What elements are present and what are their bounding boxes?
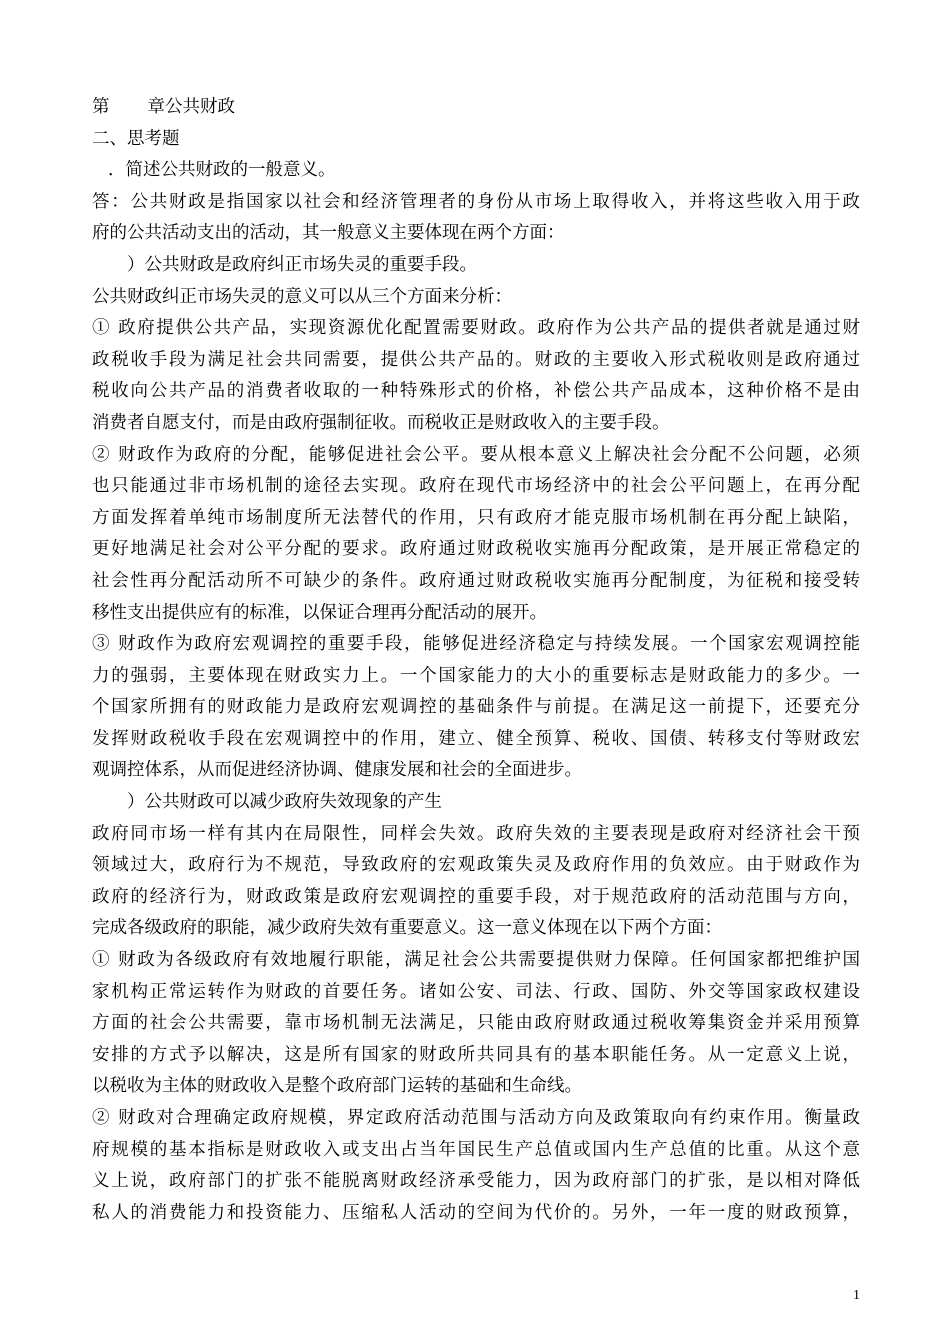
chapter-heading (92, 92, 860, 124)
point-heading: ）公共财政可以减少政府失效现象的产生 (127, 792, 442, 813)
paragraph-line: 政府同市场一样有其内在局限性，同样会失效。政府失效的主要表现是政府对经济社会干预 (92, 823, 860, 844)
page-number: 1 (853, 1288, 860, 1303)
paragraph-line: 以税收为主体的财政收入是整个政府部门运转的基础和生命线。 (92, 1076, 582, 1097)
answer-line: 答：公共财政是指国家以社会和经济管理者的身份从市场上取得收入，并将这些收入用于政 (92, 191, 860, 212)
point-heading: ）公共财政是政府纠正市场失灵的重要手段。 (127, 254, 477, 275)
paragraph-line: 政税收手段为满足社会共同需要，提供公共产品的。财政的主要收入形式税收则是政府通过 (92, 349, 860, 370)
paragraph-line: ① 政府提供公共产品，实现资源优化配置需要财政。政府作为公共产品的提供者就是通过财 (92, 318, 860, 339)
paragraph-line: ③ 财政作为政府宏观调控的重要手段，能够促进经济稳定与持续发展。一个国家宏观调控能 (92, 634, 860, 655)
paragraph-line: 个国家所拥有的财政能力是政府宏观调控的基础条件与前提。在满足这一前提下，还要充分 (92, 697, 860, 718)
paragraph-line: 方面发挥着单纯市场制度所无法替代的作用，只有政府才能克服市场机制在再分配上缺陷， (92, 507, 860, 528)
paragraph-line: 领域过大，政府行为不规范，导致政府的宏观政策失灵及政府作用的负效应。由于财政作为 (92, 855, 860, 876)
paragraph-line: 税收向公共产品的消费者收取的一种特殊形式的价格，补偿公共产品成本，这种价格不是由 (92, 381, 860, 402)
answer-line: 府的公共活动支出的活动，其一般意义主要体现在两个方面： (92, 223, 565, 244)
paragraph-line: 家机构正常运转作为财政的首要任务。诸如公安、司法、行政、国防、外交等国家政权建设 (92, 981, 860, 1002)
paragraph-line: 更好地满足社会对公平分配的要求。政府通过财政税收实施再分配政策，是开展正常稳定的 (92, 539, 860, 560)
paragraph-line: ① 财政为各级政府有效地履行职能，满足社会公共需要提供财力保障。任何国家都把维护国 (92, 950, 860, 971)
paragraph-line: ② 财政作为政府的分配，能够促进社会公平。要从根本意义上解决社会分配不公问题，必须 (92, 444, 860, 465)
document-body (92, 92, 860, 1229)
question-text: ．简述公共财政的一般意义。 (108, 160, 336, 181)
paragraph-line: 力的强弱，主要体现在财政实力上。一个国家能力的大小的重要标志是财政能力的多少。一 (92, 665, 860, 686)
paragraph-line: 移性支出提供应有的标准，以保证合理再分配活动的展开。 (92, 602, 547, 623)
paragraph-line: 完成各级政府的职能，减少政府失效有重要意义。这一意义体现在以下两个方面： (92, 918, 722, 939)
paragraph-line: ② 财政对合理确定政府规模，界定政府活动范围与活动方向及政策取向有约束作用。衡量政 (92, 1108, 860, 1128)
paragraph-line: 观调控体系，从而促进经济协调、健康发展和社会的全面进步。 (92, 760, 582, 781)
paragraph-line: 也只能通过非市场机制的途径去实现。政府在现代市场经济中的社会公平问题上，在再分配 (92, 476, 860, 497)
paragraph-line: 政府的经济行为，财政政策是政府宏观调控的重要手段，对于规范政府的活动范围与方向， (92, 886, 860, 907)
paragraph-line: 消费者自愿支付，而是由政府强制征收。而税收正是财政收入的主要手段。 (92, 412, 670, 433)
paragraph-line: 发挥财政税收手段在宏观调控中的作用，建立、健全预算、税收、国债、转移支付等财政宏 (92, 728, 860, 749)
paragraph-line: 安排的方式予以解决，这是所有国家的财政所共同具有的基本职能任务。从一定意义上说， (92, 1044, 860, 1065)
paragraph-line: 方面的社会公共需要，靠市场机制无法满足，只能由政府财政通过税收筹集资金并采用预算 (92, 1013, 860, 1034)
chapter-heading-part2: 章公共财政 (147, 97, 235, 117)
paragraph-line: 公共财政纠正市场失灵的意义可以从三个方面来分析： (92, 286, 512, 307)
paragraph-line: 私人的消费能力和投资能力、压缩私人活动的空间为代价的。另外，一年一度的财政预算， (92, 1202, 860, 1223)
paragraph-line: 府规模的基本指标是财政收入或支出占当年国民生产总值或国内生产总值的比重。从这个意 (92, 1139, 860, 1160)
paragraph-line: 义上说，政府部门的扩张不能脱离财政经济承受能力，因为政府部门的扩张，是以相对降低 (92, 1171, 860, 1192)
section-title: 二、思考题 (92, 128, 180, 149)
chapter-heading-part1: 第 (92, 97, 110, 117)
paragraph-line: 社会性再分配活动所不可缺少的条件。政府通过财政税收实施再分配制度，为征税和接受转 (92, 570, 860, 591)
